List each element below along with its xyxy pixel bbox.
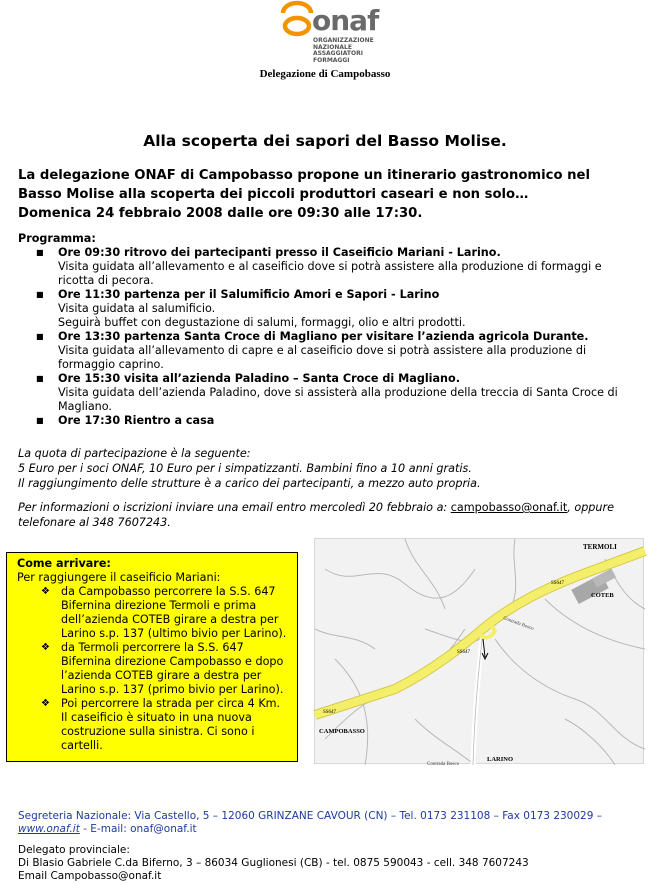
directions-line: da Termoli percorrere la S.S. 647 <box>61 641 244 654</box>
fee-line: La quota di partecipazione è la seguente: <box>18 447 251 460</box>
program-item <box>18 372 638 414</box>
logo-subtitle-line: FORMAGGI <box>313 56 350 64</box>
delegation-header: Delegazione di Campobasso <box>259 68 391 80</box>
intro-line: Domenica 24 febbraio 2008 dalle ore 09:30 alle 17:30. <box>18 206 423 221</box>
directions-line: cartelli. <box>61 739 103 752</box>
sp137-road <box>473 631 483 765</box>
directions-item <box>17 641 287 697</box>
info-text: Per informazioni o iscrizioni inviare una email entro mercoledì 20 febbraio a: <box>18 501 451 514</box>
footer <box>18 810 638 883</box>
national-contacts <box>18 823 638 836</box>
directions-line: l’azienda COTEB girare a destra per <box>61 669 262 682</box>
directions-line: Il caseificio è situato in una nuova <box>61 711 252 724</box>
diamond-bullet-icon: ❖ <box>41 698 50 709</box>
page-title: Alla scoperta dei sapori del Basso Molise. <box>143 132 507 150</box>
provincial-email: Email Campobasso@onaf.it <box>18 870 162 882</box>
square-bullet-icon: ■ <box>36 374 44 383</box>
map-label-ss647: SS647 <box>323 710 337 715</box>
program-item-detail: Magliano. <box>58 400 112 413</box>
program-item-detail: Seguirà buffet con degustazione di salumi, formaggi, olio e altri prodotti. <box>58 316 466 329</box>
logo-subtitle-line: NAZIONALE <box>313 43 352 51</box>
intro-line: Basso Molise alla scoperta dei piccoli produttori caseari e non solo… <box>18 187 529 202</box>
national-email: - E-mail: onaf@onaf.it <box>79 823 197 835</box>
square-bullet-icon: ■ <box>36 290 44 299</box>
logo-subtitle-line: ASSAGGIATORI <box>313 50 363 57</box>
national-secretariat <box>18 810 638 836</box>
intro-paragraph <box>18 166 638 223</box>
logo-subtitle-line: ORGANIZZAZIONE <box>313 37 374 44</box>
website-link[interactable]: www.onaf.it <box>18 823 80 835</box>
program-item-detail: formaggio caprino. <box>58 358 164 371</box>
directions-heading: Come arrivare: <box>17 557 111 570</box>
provincial-delegate <box>18 844 638 883</box>
area-map-graphic <box>315 539 645 765</box>
program-item-detail: Visita guidata all’allevamento e al caseificio dove si potrà assistere alla produzione di formaggi e <box>58 260 602 273</box>
provincial-address: Di Blasio Gabriele C.da Biferno, 3 – 86034 Guglionesi (CB) - tel. 0875 590043 - cell. 348 7607243 <box>18 857 529 869</box>
directions-intro: Per raggiungere il caseificio Mariani: <box>17 571 221 584</box>
program-item <box>18 330 638 372</box>
program-item-title: Ore 11:30 partenza per il Salumificio Amori e Sapori - Larino <box>58 288 440 301</box>
directions-item <box>17 697 287 753</box>
map-label-coteb: COTEB <box>591 592 614 599</box>
directions-line: Larino s.p. 137 (primo bivio per Larino). <box>61 683 284 696</box>
directions-line: costruzione sulla sinistra. Ci sono i <box>61 725 255 738</box>
program-item-title: Ore 13:30 partenza Santa Croce di Magliano per visitare l’azienda agricola Durante. <box>58 330 589 343</box>
info-line <box>18 500 638 515</box>
directions-item <box>17 585 287 641</box>
logo-subtitle <box>313 38 374 64</box>
diamond-bullet-icon: ❖ <box>41 642 50 653</box>
map-label-larino: LARINO <box>487 756 514 763</box>
program-item-title: Ore 09:30 ritrovo dei partecipanti presso il Caseificio Mariani - Larino. <box>58 246 501 259</box>
map-label-contrada-bosco: Contrada Bosco <box>502 616 535 632</box>
fee-section <box>18 446 638 491</box>
contact-email-link[interactable]: campobasso@onaf.it <box>450 501 568 514</box>
square-bullet-icon: ■ <box>36 248 44 257</box>
fee-line: Il raggiungimento delle strutture è a carico dei partecipanti, a mezzo auto propria. <box>18 477 481 490</box>
diamond-bullet-icon: ❖ <box>41 586 50 597</box>
map-label-ss647: SS647 <box>457 650 471 655</box>
area-map <box>314 538 644 767</box>
program-item-title: Ore 15:30 visita all’azienda Paladino – Santa Croce di Magliano. <box>58 372 460 385</box>
info-text: , oppure <box>567 501 614 514</box>
program-item-detail: ricotta di pecora. <box>58 274 154 287</box>
square-bullet-icon: ■ <box>36 416 44 425</box>
program-item-detail: Visita guidata al salumificio. <box>58 302 216 315</box>
logo-wordmark: onaf <box>312 4 379 37</box>
info-line: telefonare al 348 7607243. <box>18 516 171 529</box>
fee-line: 5 Euro per i soci ONAF, 10 Euro per i simpatizzanti. Bambini fino a 10 anni gratis. <box>18 462 472 475</box>
program-heading: Programma: <box>18 232 96 245</box>
map-label-campobasso: CAMPOBASSO <box>319 728 365 735</box>
onaf-logo <box>280 2 380 66</box>
national-address: Segreteria Nazionale: Via Castello, 5 – 12060 GRINZANE CAVOUR (CN) – Tel. 0173 231108 – Fax 0173 230029 – <box>18 810 602 822</box>
intro-line: La delegazione ONAF di Campobasso propone un itinerario gastronomico nel <box>18 168 591 183</box>
square-bullet-icon: ■ <box>36 332 44 341</box>
program-item-detail: Visita guidata all’allevamento di capre e al caseificio dove si potrà assistere alla produzione di <box>58 344 587 357</box>
provincial-label: Delegato provinciale: <box>18 844 130 856</box>
directions-line: Poi percorrere la strada per circa 4 Km. <box>61 697 281 710</box>
program-item <box>18 414 638 428</box>
program-item-detail: Visita guidata dell’azienda Paladino, dove si assisterà alla produzione della treccia di Santa Croce di <box>58 386 618 399</box>
program-item-title: Ore 17:30 Rientro a casa <box>58 414 215 427</box>
program-item <box>18 246 638 288</box>
directions-line: da Campobasso percorrere la S.S. 647 <box>61 585 276 598</box>
directions-line: Bifernina direzione Campobasso e dopo <box>61 655 284 668</box>
map-label-contrada-bosco: Contrada Bosco <box>427 762 460 767</box>
directions-line: Bifernina direzione Termoli e prima <box>61 599 257 612</box>
program-item <box>18 288 638 330</box>
program-section <box>18 232 638 428</box>
directions-line: Larino s.p. 137 (ultimo bivio per Larino). <box>61 627 287 640</box>
info-section <box>18 500 638 530</box>
directions-box <box>6 552 298 762</box>
map-label-ss647: SS647 <box>551 581 565 586</box>
map-label-termoli: TERMOLI <box>583 543 617 551</box>
directions-line: dell’azienda COTEB girare a destra per <box>61 613 279 626</box>
